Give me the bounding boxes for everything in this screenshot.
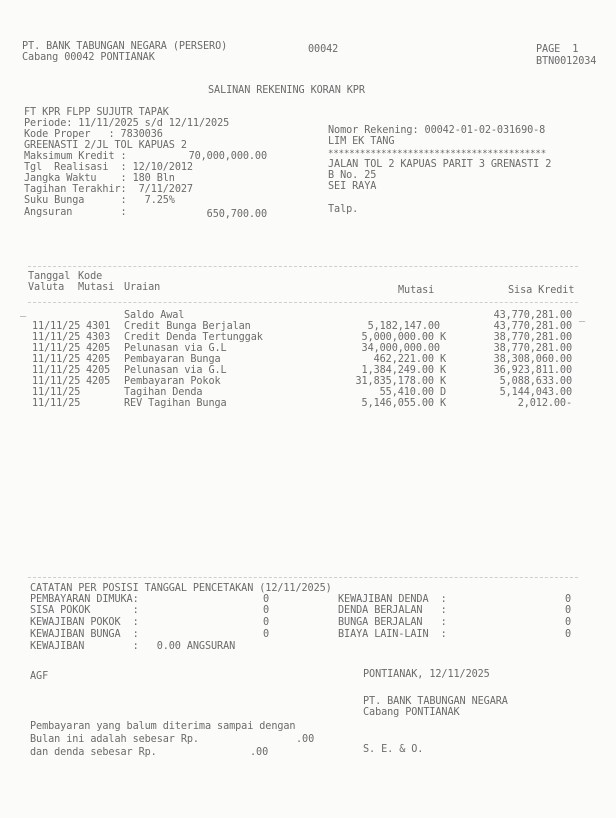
- denda-amount: .00: [250, 747, 269, 758]
- row-kode: 4205: [86, 365, 111, 376]
- row-sisa: 38,770,281.00: [493, 343, 572, 354]
- footer-bank-name: PT. BANK TABUNGAN NEGARA: [363, 696, 508, 707]
- col-kode: Kode: [78, 271, 103, 282]
- angsuran-label: Angsuran :: [24, 207, 127, 218]
- biaya-lain-value: 0: [565, 629, 572, 640]
- col-mutasi-code: Mutasi: [78, 282, 115, 293]
- row-uraian: Pembayaran Bunga: [124, 354, 221, 365]
- agf-label: AGF: [30, 671, 49, 682]
- row-uraian: Credit Bunga Berjalan: [124, 321, 251, 332]
- row-mutasi: 34,000,000.00: [361, 343, 446, 354]
- bunga-berjalan-value: 0: [565, 617, 572, 628]
- kewajiban-angsuran: KEWAJIBAN : 0.00 ANGSURAN: [30, 641, 236, 652]
- outstanding-amount: .00: [296, 734, 315, 745]
- divider-top: [28, 266, 578, 267]
- outstanding-note-line2: Bulan ini adalah sebesar Rp.: [30, 734, 199, 745]
- row-mutasi: 5,146,055.00 K: [361, 398, 446, 409]
- address-line-1: JALAN TOL 2 KAPUAS PARIT 3 GRENASTI 2: [328, 159, 552, 170]
- jangka-waktu: Jangka Waktu : 180 Bln: [24, 173, 175, 184]
- pembayaran-dimuka-value: 0: [263, 594, 270, 605]
- bunga-berjalan-label: BUNGA BERJALAN :: [338, 617, 447, 628]
- row-uraian: REV Tagihan Bunga: [124, 398, 227, 409]
- table-row: [0, 377, 616, 388]
- divider-notes: [28, 577, 578, 578]
- tgl-realisasi: Tgl Realisasi : 12/10/2012: [24, 162, 193, 173]
- kewajiban-pokok-value: 0: [263, 617, 270, 628]
- divider-header: [28, 302, 578, 303]
- col-mutasi: Mutasi: [398, 285, 435, 296]
- row-sisa: 5,088,633.00: [499, 376, 572, 387]
- row-kode: 4205: [86, 376, 111, 387]
- kewajiban-bunga-value: 0: [263, 629, 270, 640]
- table-row: [0, 344, 616, 355]
- row-uraian: Credit Denda Tertunggak: [124, 332, 263, 343]
- row-sisa: 43,770,281.00: [493, 310, 572, 321]
- row-sisa: 2,012.00-: [517, 398, 572, 409]
- row-tanggal: 11/11/25: [32, 332, 81, 343]
- col-tanggal: Tanggal: [28, 271, 71, 282]
- address-line-3: SEI RAYA: [328, 181, 377, 192]
- location: GREENASTI 2/JL TOL KAPUAS 2: [24, 140, 187, 151]
- angsuran-value: 650,700.00: [206, 209, 267, 220]
- sisa-pokok-value: 0: [263, 605, 270, 616]
- table-row: [0, 333, 616, 344]
- masked-line: *****************************************: [328, 149, 547, 159]
- outstanding-note-line1: Pembayaran yang balum diterima sampai dengan: [30, 721, 296, 732]
- row-sisa: 5,144,043.00: [499, 387, 572, 398]
- product-name: FT KPR FLPP SUJUTR TAPAK: [24, 107, 169, 118]
- table-row: [0, 388, 616, 399]
- footer-branch: Cabang PONTIANAK: [363, 707, 460, 718]
- table-row: [0, 366, 616, 377]
- pembayaran-dimuka-label: PEMBAYARAN DIMUKA:: [30, 594, 139, 605]
- row-uraian: Saldo Awal: [124, 310, 185, 321]
- marker-left: _: [20, 306, 27, 317]
- address-line-2: B No. 25: [328, 170, 377, 181]
- maksimum-kredit-value: 70,000,000.00: [188, 151, 267, 162]
- branch-code: 00042: [308, 44, 339, 55]
- row-uraian: Pelunasan via G.L: [124, 343, 227, 354]
- bank-name: PT. BANK TABUNGAN NEGARA (PERSERO): [22, 41, 228, 52]
- table-row: [0, 399, 616, 410]
- table-row: [0, 322, 616, 333]
- row-sisa: 38,770,281.00: [493, 332, 572, 343]
- customer-name: LIM EK TANG: [328, 136, 395, 147]
- outstanding-note-line3: dan denda sebesar Rp.: [30, 747, 157, 758]
- kewajiban-pokok-label: KEWAJIBAN POKOK :: [30, 617, 139, 628]
- row-sisa: 38,308,060.00: [493, 354, 572, 365]
- row-kode: 4301: [86, 321, 111, 332]
- row-sisa: 43,770,281.00: [493, 321, 572, 332]
- row-kode: 4205: [86, 343, 111, 354]
- row-sisa: 36,923,811.00: [493, 365, 572, 376]
- notes-title: CATATAN PER POSISI TANGGAL PENCETAKAN (12/11/2025): [30, 583, 332, 594]
- biaya-lain-label: BIAYA LAIN-LAIN :: [338, 629, 447, 640]
- denda-berjalan-label: DENDA BERJALAN :: [338, 605, 447, 616]
- row-mutasi: 55,410.00 D: [379, 387, 446, 398]
- tagihan-terakhir: Tagihan Terakhir: 7/11/2027: [24, 184, 193, 195]
- row-mutasi: 462,221.00 K: [373, 354, 446, 365]
- se-o: S. E. & O.: [363, 744, 424, 755]
- row-mutasi: 1,384,249.00 K: [361, 365, 446, 376]
- periode: Periode: 11/11/2025 s/d 12/11/2025: [24, 118, 230, 129]
- document-title: SALINAN REKENING KORAN KPR: [208, 85, 365, 96]
- document-code: BTN0012034: [536, 56, 597, 67]
- marker-right: _: [579, 311, 586, 322]
- col-valuta: Valuta: [28, 282, 65, 293]
- row-mutasi: 31,835,178.00 K: [355, 376, 446, 387]
- branch-name: Cabang 00042 PONTIANAK: [22, 52, 155, 63]
- telp-label: Talp.: [328, 204, 359, 215]
- row-tanggal: 11/11/25: [32, 376, 81, 387]
- row-uraian: Pelunasan via G.L: [124, 365, 227, 376]
- kode-proper: Kode Proper : 7830036: [24, 129, 163, 140]
- col-sisa-kredit: Sisa Kredit: [508, 285, 575, 296]
- row-tanggal: 11/11/25: [32, 387, 81, 398]
- sisa-pokok-label: SISA POKOK :: [30, 605, 139, 616]
- kewajiban-denda-label: KEWAJIBAN DENDA :: [338, 594, 447, 605]
- place-date: PONTIANAK, 12/11/2025: [363, 669, 490, 680]
- row-tanggal: 11/11/25: [32, 365, 81, 376]
- nomor-rekening: Nomor Rekening: 00042-01-02-031690-8: [328, 125, 546, 136]
- row-tanggal: 11/11/25: [32, 343, 81, 354]
- kewajiban-denda-value: 0: [565, 594, 572, 605]
- row-mutasi: 5,182,147.00: [367, 321, 446, 332]
- row-kode: 4205: [86, 354, 111, 365]
- row-uraian: Tagihan Denda: [124, 387, 203, 398]
- col-uraian: Uraian: [124, 282, 161, 293]
- kewajiban-bunga-label: KEWAJIBAN BUNGA :: [30, 629, 139, 640]
- maksimum-kredit-label: Maksimum Kredit :: [24, 151, 127, 162]
- row-mutasi: 5,000,000.00 K: [361, 332, 446, 343]
- row-uraian: Pembayaran Pokok: [124, 376, 221, 387]
- row-kode: 4303: [86, 332, 111, 343]
- denda-berjalan-value: 0: [565, 605, 572, 616]
- table-row: [0, 311, 616, 322]
- row-tanggal: 11/11/25: [32, 398, 81, 409]
- row-tanggal: 11/11/25: [32, 321, 81, 332]
- row-tanggal: 11/11/25: [32, 354, 81, 365]
- table-row: [0, 355, 616, 366]
- page-number: PAGE 1: [536, 44, 579, 55]
- suku-bunga: Suku Bunga : 7.25%: [24, 195, 175, 206]
